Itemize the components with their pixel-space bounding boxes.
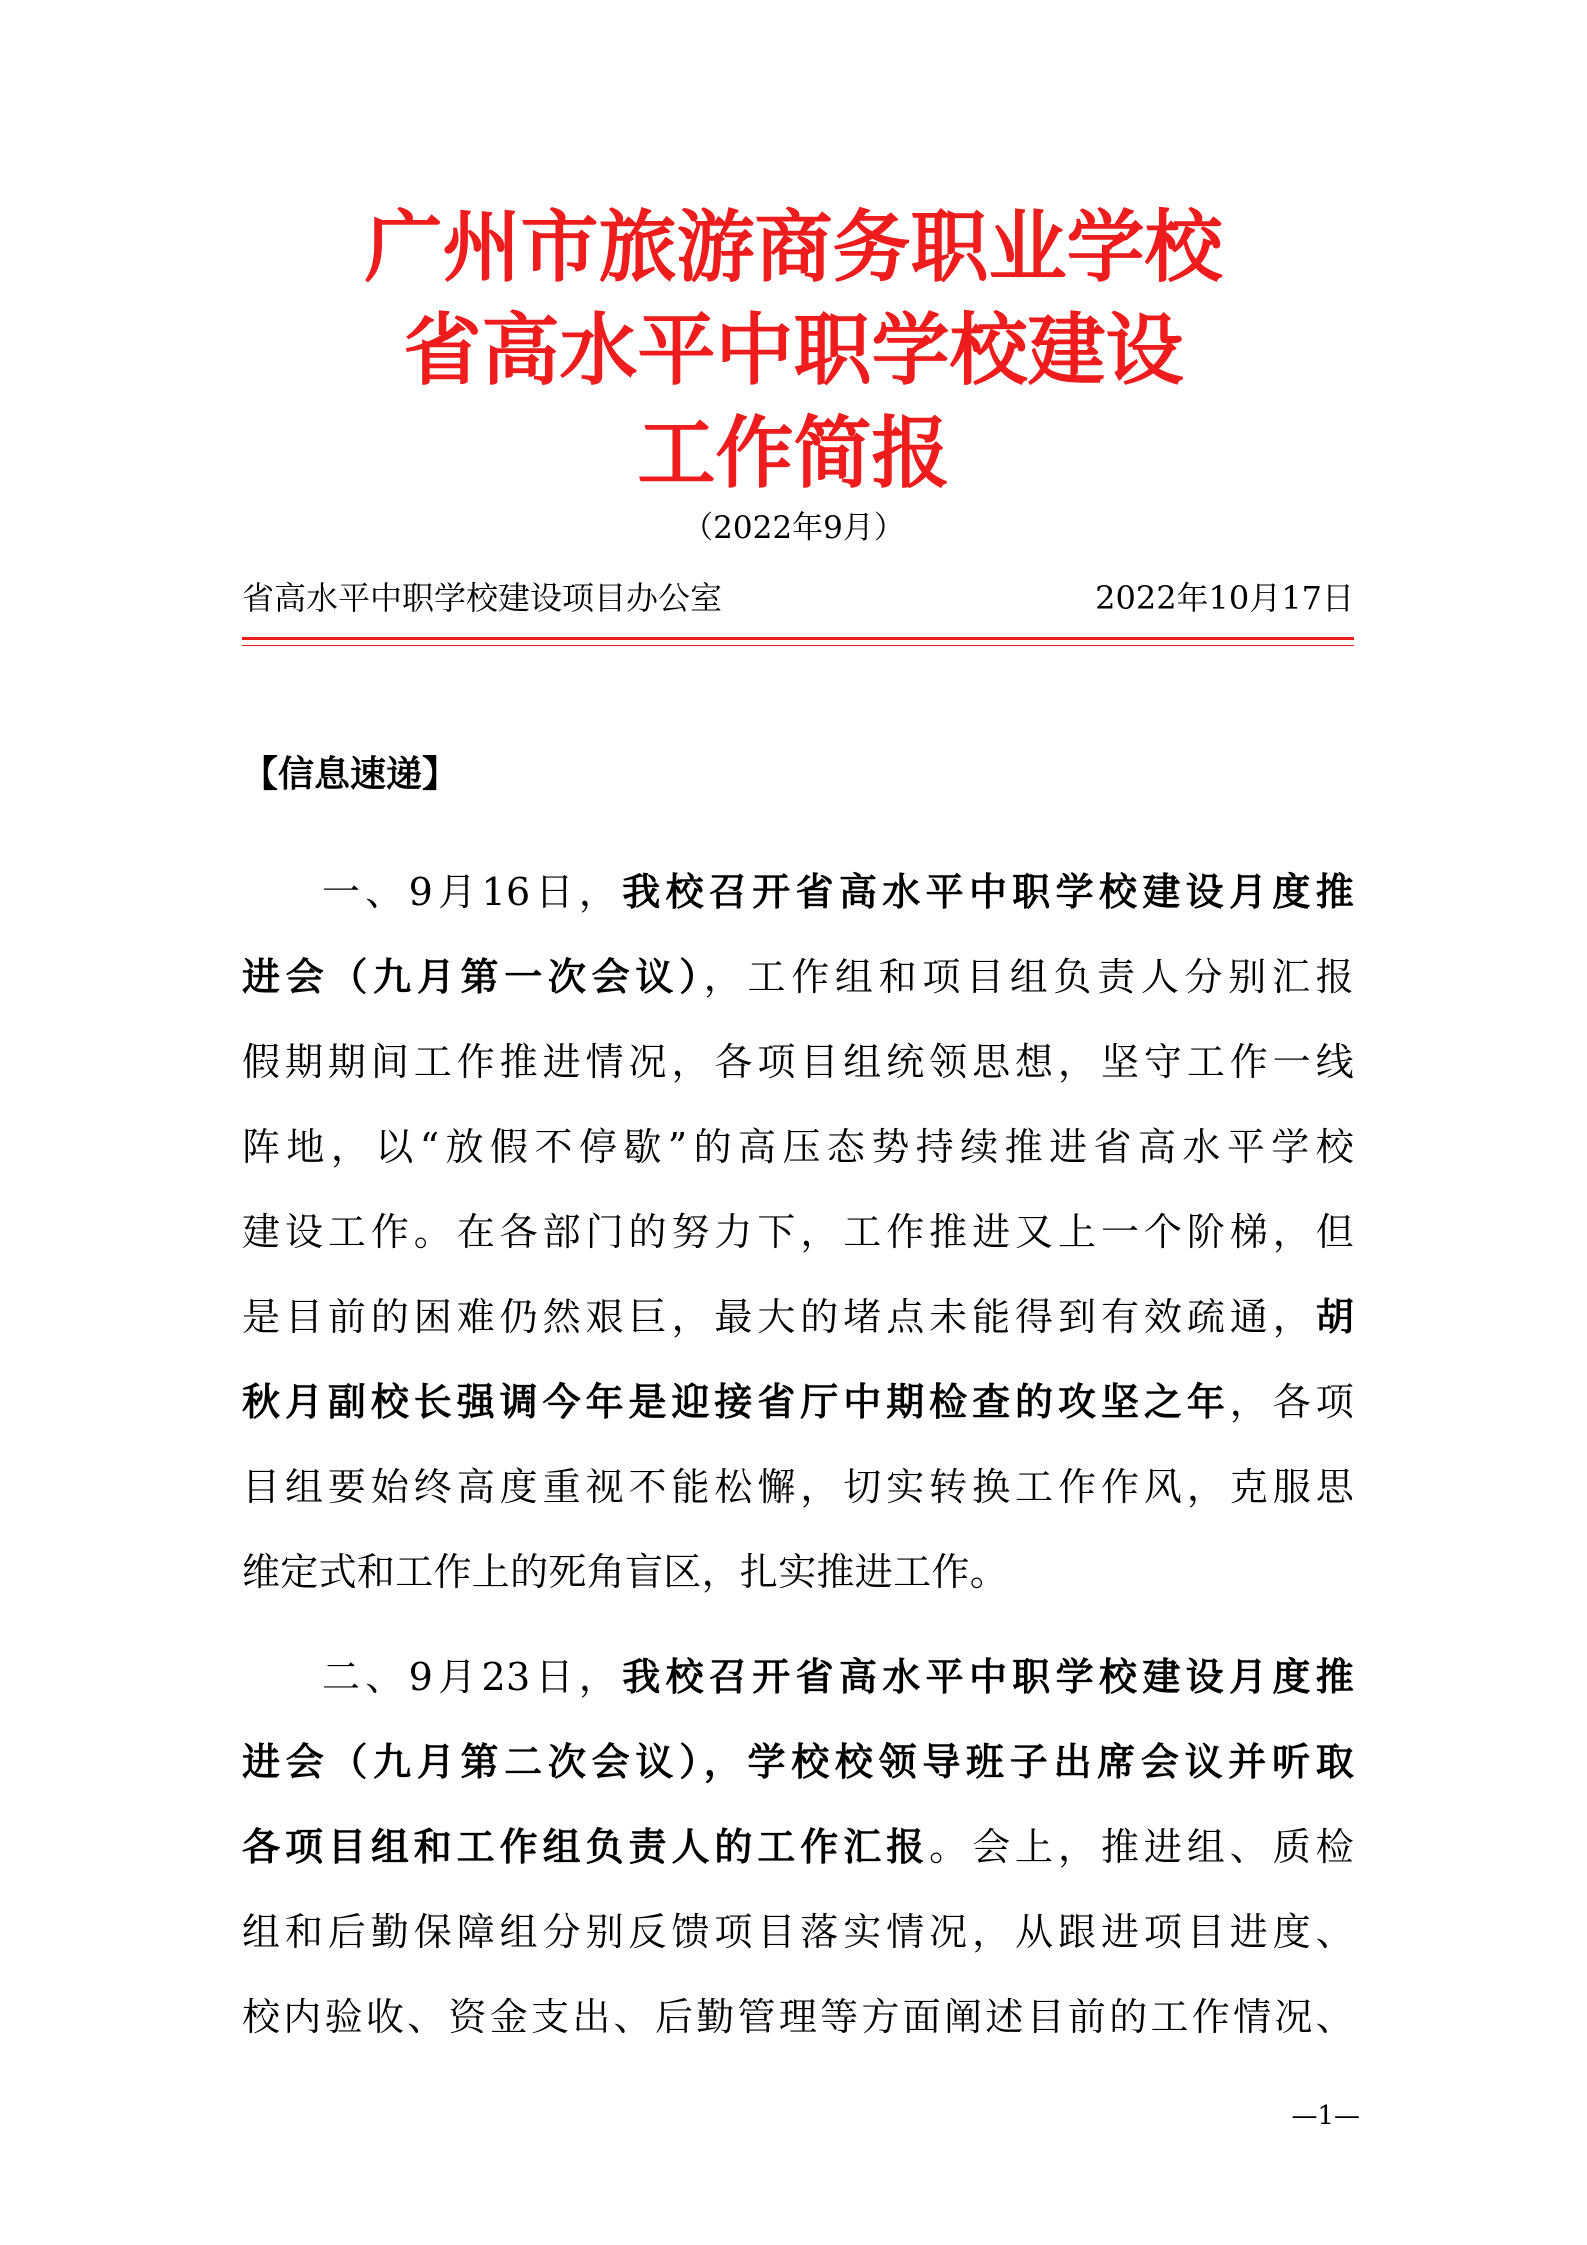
text-run: ，工作组和项目组负责人分别汇报: [703, 955, 1354, 999]
paragraph-line: 阵地，以“放假不停歇”的高压态势持续推进省高水平学校: [242, 1125, 1354, 1169]
emphasis-run: 我校召开省高水平中职学校建设月度推: [622, 869, 1354, 914]
masthead-divider-thick: [242, 637, 1354, 640]
issue-date: （2022年9月）: [682, 510, 905, 546]
emphasis-run: 进会（九月第二次会议），学校校领导班子出席会议并听取: [242, 1739, 1354, 1784]
title-line-school: 广州市旅游商务职业学校: [364, 202, 1223, 293]
paragraph-line: [242, 1735, 1354, 1789]
emphasis-run: 胡: [1315, 1294, 1354, 1339]
paragraph-line: [322, 1650, 1354, 1704]
paragraph-line: [242, 950, 1354, 1004]
paragraph-line: 建设工作。在各部门的努力下，工作推进又上一个阶梯，但: [242, 1210, 1354, 1254]
paragraph-line: [242, 1290, 1354, 1344]
text-run: ，各项: [1229, 1380, 1354, 1424]
emphasis-run: 各项目组和工作组负责人的工作汇报: [242, 1824, 930, 1869]
emphasis-run: 进会（九月第一次会议）: [242, 954, 704, 999]
emphasis-run: 秋月副校长强调今年是迎接省厅中期检查的攻坚之年: [242, 1379, 1230, 1424]
masthead-divider-thin: [242, 645, 1354, 646]
issuing-office: 省高水平中职学校建设项目办公室: [242, 579, 723, 617]
text-run: 一、9月16日，: [322, 870, 623, 914]
paragraph-line: [242, 1375, 1354, 1429]
paragraph-line: [322, 865, 1354, 919]
masthead-meta: [242, 577, 1354, 619]
publish-date: 2022年10月17日: [1095, 579, 1354, 617]
paragraph-line: 校内验收、资金支出、后勤管理等方面阐述目前的工作情况、: [242, 1995, 1354, 2039]
bulletin-title: [0, 196, 1587, 505]
title-line-program: 省高水平中职学校建设: [403, 305, 1184, 396]
section-heading: 【信息速递】: [242, 753, 459, 795]
paragraph-line: [242, 1820, 1354, 1874]
page-number: —1—: [1291, 2101, 1360, 2131]
title-line-bulletin: 工作简报: [637, 408, 950, 499]
paragraph-line: 维定式和工作上的死角盲区，扎实推进工作。: [242, 1550, 1009, 1594]
text-run: 。会上，推进组、质检: [929, 1825, 1354, 1869]
text-run: 是目前的困难仍然艰巨，最大的堵点未能得到有效疏通，: [242, 1295, 1316, 1339]
paragraph-line: 组和后勤保障组分别反馈项目落实情况，从跟进项目进度、: [242, 1910, 1354, 1954]
paragraph-line: 目组要始终高度重视不能松懈，切实转换工作作风，克服思: [242, 1465, 1354, 1509]
emphasis-run: 我校召开省高水平中职学校建设月度推: [622, 1654, 1354, 1699]
text-run: 二、9月23日，: [322, 1655, 623, 1699]
paragraph-line: 假期期间工作推进情况，各项目组统领思想，坚守工作一线: [242, 1040, 1354, 1084]
